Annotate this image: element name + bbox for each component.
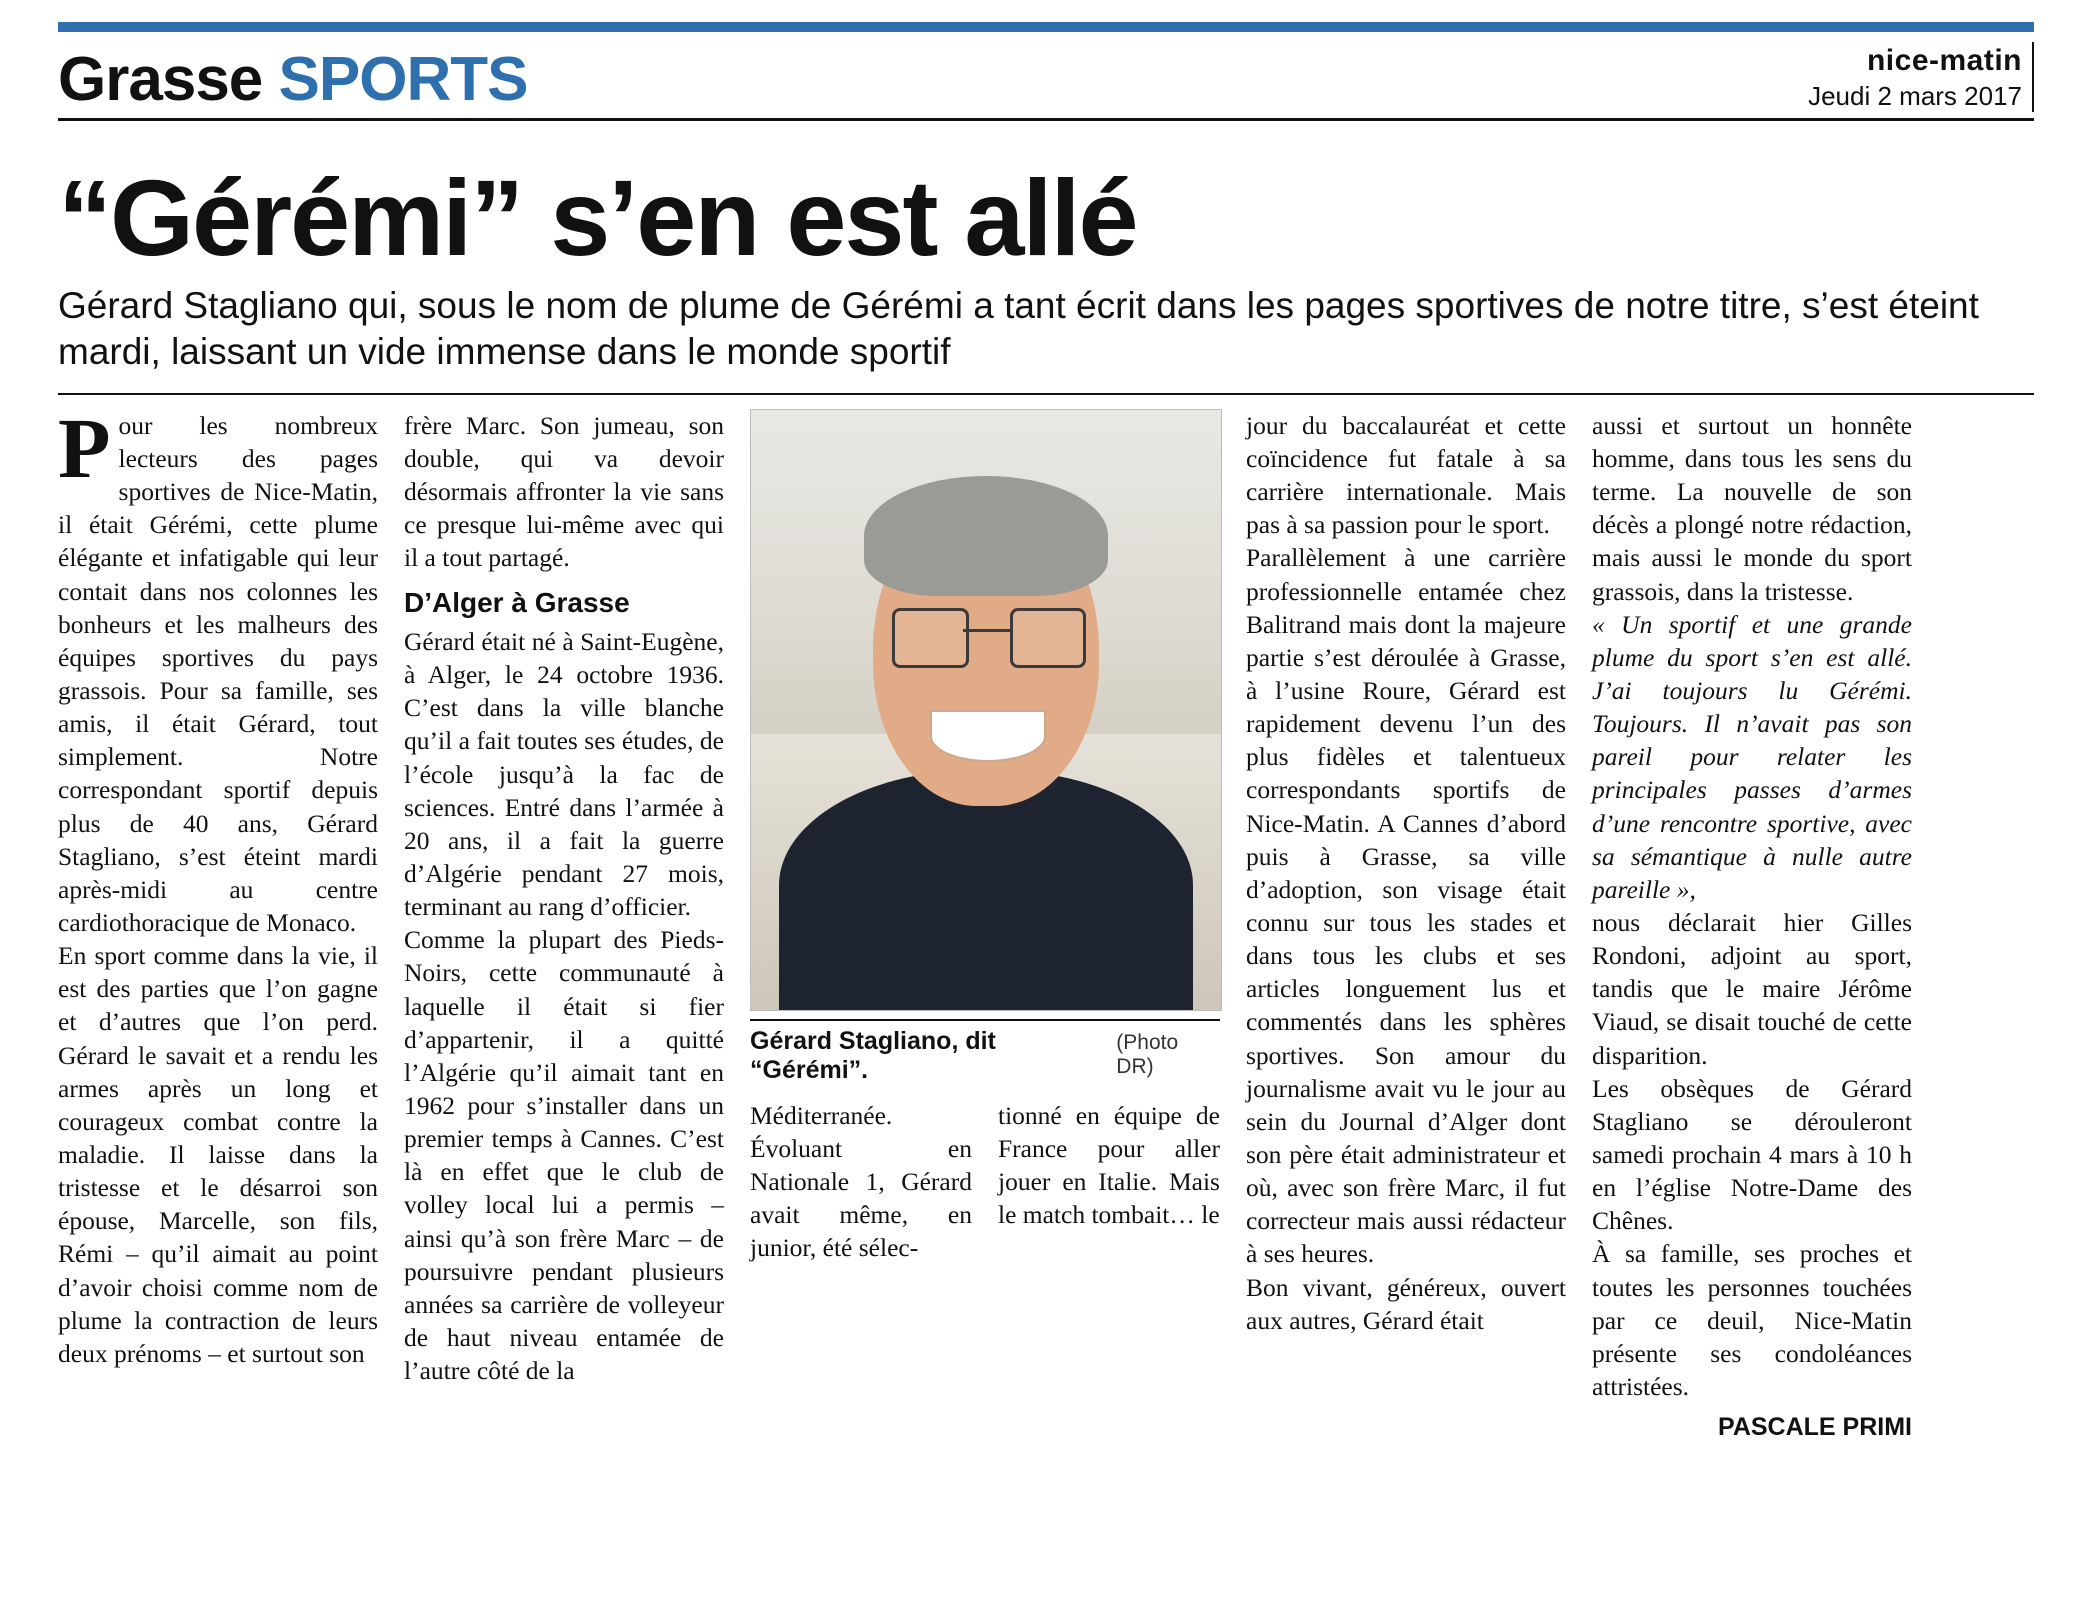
photo-subject-smile — [930, 710, 1047, 762]
section-title — [58, 44, 528, 114]
article-headline: “Gérémi” s’en est allé — [58, 157, 1137, 278]
photo-glasses-right — [1010, 608, 1087, 668]
top-accent-bar — [58, 22, 2034, 32]
column-5 — [1246, 409, 1566, 1337]
paragraph: tionné en équipe de France pour aller jouer en Italie. Mais le match tombait… le — [998, 1100, 1220, 1230]
section-title-sub: SPORTS — [278, 44, 528, 114]
photo-subject-body — [779, 770, 1193, 1010]
divider-rule — [58, 393, 2034, 395]
photo-glasses-bridge — [963, 629, 1010, 632]
column-6 — [1592, 409, 1912, 1444]
paragraph: Comme la plupart des Pieds-Noirs, cette communauté à laquelle il était si fier d’appartenir, il a quitté l’Algérie qu’il aimait tant en 1962 pour s’installer dans un premier temps à Cannes. C’est là en effet que le club de volley local lui a permis – ainsi qu’à son frère Marc – de poursuivre pendant plusieurs années sa carrière de volleyeur de haut niveau entamée de l’autre côté de la — [404, 925, 724, 1386]
photo-caption: Gérard Stagliano, dit “Gérémi”. — [750, 1026, 996, 1084]
subheading: D’Alger à Grasse — [404, 586, 630, 618]
section-title-main: Grasse — [58, 44, 263, 114]
article-standfirst: Gérard Stagliano qui, sous le nom de plume de Gérémi a tant écrit dans les pages sportives de notre titre, s’est éteint mardi, laissant un vide immense dans le monde sportif — [58, 285, 1979, 373]
paragraph: Les obsèques de Gérard Stagliano se dérouleront samedi prochain 4 mars à 10 h en l’église Notre-Dame des Chênes. — [1592, 1073, 1912, 1236]
byline: PASCALE PRIMI — [1718, 1413, 1912, 1442]
paragraph-text: our les nombreux lecteurs des pages sportives de Nice-Matin, il était Gérémi, cette plume élégante et infatigable qui leur contait dans nos colonnes les bonheurs et les malheurs des équipes sportives du pays grassois. Pour sa famille, ses amis, il était Gérard, tout simplement. Notre correspondant sportif depuis plus de 40 ans, Gérard Stagliano, s’est éteint mardi après-midi au centre cardiothoracique de Monaco. — [58, 410, 378, 938]
photo-subject-hair — [864, 476, 1108, 596]
paragraph: aussi et surtout un honnête homme, dans tous les sens du terme. La nouvelle de son décès a plongé notre rédaction, mais aussi le monde du sport grassois, dans la tristesse. — [1592, 410, 1912, 606]
photo-under-columns — [750, 1099, 1220, 1265]
photo-caption-row — [750, 1019, 1220, 1085]
photo-glasses-left — [892, 608, 969, 668]
newspaper-page — [0, 22, 2092, 1618]
column-2 — [404, 409, 724, 1387]
paragraph: Gérard était né à Saint-Eugène, à Alger, le 24 octobre 1936. C’est dans la ville blanche qu’il a fait toutes ses études, de l’école jusqu’à la fac de sciences. Entré dans l’armée à 20 ans, il a fait la guerre d’Algérie pendant 27 mois, terminant au rang d’officier. — [404, 627, 724, 922]
issue-date: Jeudi 2 mars 2017 — [1808, 80, 2022, 111]
article-columns — [58, 399, 2034, 1444]
paragraph: jour du baccalauréat et cette coïncidence fut fatale à sa carrière internationale. Mais pas à sa passion pour le sport. — [1246, 410, 1566, 540]
paragraph: En sport comme dans la vie, il est des parties que l’on gagne et d’autres que l’on perd. Gérard le savait et a rendu les armes après un long et courageux combat contre la maladie. Il laisse dans la tristesse et le désarroi son épouse, Marcelle, son fils, Rémi – qu’il aimait au point d’avoir choisi comme nom de plume la contraction de leurs deux prénoms – et surtout son — [58, 941, 378, 1368]
paragraph: frère Marc. Son jumeau, son double, qui va devoir désormais affronter la vie sans ce presque lui-même avec qui il a tout partagé. — [404, 410, 724, 573]
column-1 — [58, 399, 378, 1370]
paragraph: Parallèlement à une carrière professionnelle entamée chez Balitrand mais dont la majeure partie s’est déroulée à Grasse, à l’usine Roure, Gérard est rapidement devenu l’un des plus fidèles et talentueux correspondants sportifs de Nice-Matin. A Cannes d’abord puis à Grasse, sa ville d’adoption, son visage était connu sur tous les stades et dans tous les clubs et ses articles longuement lus et commentés dans les sphères sportives. Son amour du journalisme avait vu le jour au sein du Journal d’Alger dont son père était administrateur et où, avec son frère Marc, il fut correcteur mais aussi rédacteur à ses heures. — [1246, 543, 1566, 1269]
paragraph: À sa famille, ses proches et toutes les personnes touchées par ce deuil, Nice-Matin présente ses condoléances attristées. — [1592, 1239, 1912, 1401]
brand-block — [1808, 42, 2034, 112]
masthead — [58, 42, 2034, 121]
paragraph: nous déclarait hier Gilles Rondoni, adjoint au sport, tandis que le maire Jérôme Viaud, se disait touché de cette disparition. — [1592, 908, 1912, 1070]
drop-cap: P — [58, 399, 111, 496]
photo-column — [750, 409, 1220, 1265]
pull-quote: « Un sportif et une grande plume du sport s’en est allé. J’ai toujours lu Gérémi. Toujours. Il n’avait pas son pareil pour relater les principales passes d’armes d’une rencontre sportive, avec sa sémantique à nulle autre pareille », — [1592, 609, 1912, 904]
paragraph — [58, 399, 378, 939]
article-photo — [750, 409, 1222, 1011]
photo-credit: (Photo DR) — [1116, 1030, 1179, 1078]
brand-name: nice-matin — [1866, 44, 2022, 77]
column-3 — [750, 1099, 972, 1265]
paragraph: Bon vivant, généreux, ouvert aux autres, Gérard était — [1246, 1272, 1566, 1335]
column-4 — [998, 1099, 1220, 1265]
paragraph: Méditerranée. Évoluant en Nationale 1, Gérard avait même, en junior, été sélec- — [750, 1100, 972, 1263]
